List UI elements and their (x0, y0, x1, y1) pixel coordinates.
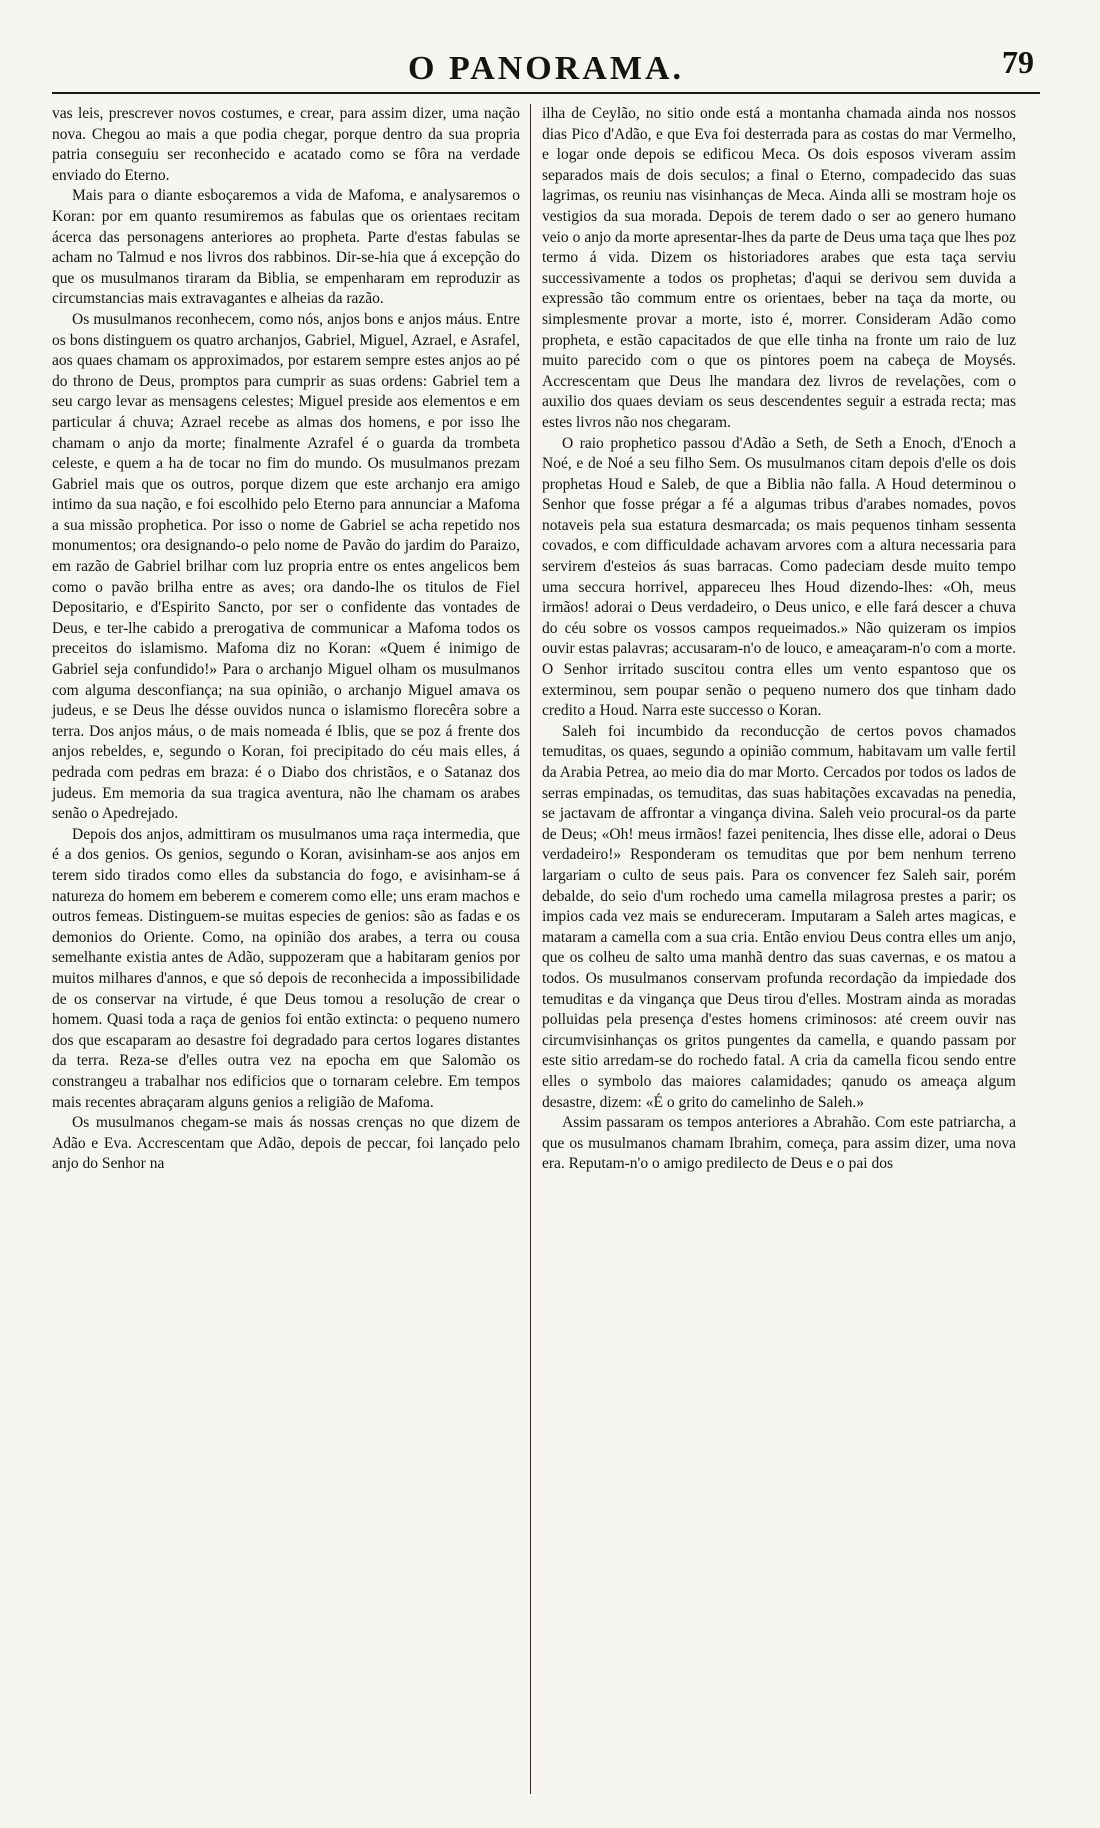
paragraph: vas leis, prescrever novos costumes, e crear, para assim dizer, uma nação nova. Chegou ao mais a que podia chegar, porque dentro da sua propria patria conseguiu ser reconhecido e acatado como se fôra na verdade enviado do Eterno. (52, 105, 520, 184)
paragraph: ilha de Ceylão, no sitio onde está a montanha chamada ainda nos nossos dias Pico d'Adão, e que Eva foi desterrada para as costas do mar Vermelho, e logar onde depois se edificou Meca. Os dois esposos viveram assim separados mais de dois seculos; a final o Eterno, compadecido das suas lagrimas, os reuniu nas visinhanças de Meca. Ainda alli se mostram hoje os vestigios da sua morada. Depois de terem dado o ser ao genero humano veio o anjo da morte apresentar-lhes da parte de Deus uma taça que lhes poz termo á vida. Dizem os historiadores arabes que esta taça serviu successivamente a todos os prophetas; d'aqui se derivou sem duvida a expressão tão commum entre os orientaes, beber na taça da morte, ou simplesmente provar a morte, isto é, morrer. Consideram Adão como propheta, e estão capacitados de que elle tinha na fronte um raio de luz muito parecido com o que os pintores poem na cabeça de Moysés. Accrescentam que Deus lhe mandara dez livros de revelações, com o auxilio dos quaes deviam os seus descendentes seguir a estrada recta; mas estes livros não nos chegaram. (542, 105, 1016, 431)
column-divider (530, 104, 531, 1794)
text-columns (52, 104, 1040, 1800)
paragraph: Assim passaram os tempos anteriores a Abrahão. Com este patriarcha, a que os musulmanos chamam Ibrahim, começa, para assim dizer, uma nova era. Reputam-n'o o amigo predilecto de Deus e o pai dos (542, 1114, 1016, 1173)
paragraph: Mais para o diante esboçaremos a vida de Mafoma, e analysaremos o Koran: por em quanto resumiremos as fabulas que os orientaes recitam ácerca das personagens anteriores ao propheta. Parte d'estas fabulas se acham no Talmud e nos livros dos rabbinos. Dir-se-hia que á excepção do que os musulmanos tiraram da Biblia, se empenharam em reproduzir as circumstancias mais extravagantes e alheias da razão. (52, 187, 520, 308)
publication-title: O PANORAMA. (408, 50, 684, 87)
page-number: 79 (1002, 44, 1034, 80)
right-column (542, 104, 1016, 1175)
paragraph: Saleh foi incumbido da reconducção de certos povos chamados temuditas, os quaes, segundo a opinião commum, habitavam um valle fertil da Arabia Petrea, ao meio dia do mar Morto. Cercados por todos os lados de serras empinadas, os temuditas, das suas habitações excavadas na penedia, se jactavam de affrontar a vingança divina. Saleh veio procural-os da parte de Deus; «Oh! meus irmãos! fazei penitencia, lhes disse elle, adorai o Deus verdadeiro!» Responderam os temuditas que por bem nenhum terreno largariam o culto de seus pais. Para os convencer fez Saleh sair, porém debalde, do seio d'um rochedo uma camella milagrosa prestes a parir; os impios cada vez mais se endureceram. Imputaram a Saleh artes magicas, e mataram a camella com a sua cria. Então enviou Deus contra elles um anjo, que os colheu de salto uma manhã dentro das suas cavernas, e os matou a todos. Os musulmanos conservam profunda recordação da impiedade dos temuditas e da vingança que Deus tirou d'elles. Mostram ainda as moradas polluidas pela presença d'estes homens criminosos: até creem ouvir nas circumvisinhanças os gritos pungentes da camella, e quando passam por este sitio arredam-se do rochedo fatal. A cria da camella ficou sendo entre elles o symbolo das maiores calamidades; qanudo os ameaça algum desastre, dizem: «É o grito do camelinho de Saleh.» (542, 722, 1016, 1111)
newspaper-page (52, 40, 1040, 1800)
paragraph: O raio prophetico passou d'Adão a Seth, de Seth a Enoch, d'Enoch a Noé, e de Noé a seu filho Sem. Os musulmanos citam depois d'elle os dois prophetas Houd e Saleb, de que a Biblia não falla. A Houd determinou o Senhor que fosse prégar a fé a algumas tribus d'arabes nomades, povos notaveis pela sua estatura desmarcada; os mais pequenos tinham sessenta covados, e com difficuldade achavam arvores com a altura necessaria para servirem d'esteios ás suas barracas. Como padeciam desde muito tempo uma seccura horrivel, appareceu lhes Houd dizendo-lhes: «Oh, meus irmãos! adorai o Deus verdadeiro, o Deus unico, e elle fará descer a chuva do céu sobre os vossos campos requeimados.» Não quizeram os impios ouvir estas palavras; accusaram-n'o de louco, e ameaçaram-n'o com a morte. O Senhor irritado suscitou contra elles um vento espantoso que os exterminou, sem poupar senão o pequeno numero dos que tinham dado credito a Houd. Narra este successo o Koran. (542, 434, 1016, 720)
left-column (52, 104, 520, 1175)
page-header (52, 40, 1040, 94)
paragraph: Os musulmanos chegam-se mais ás nossas crenças no que dizem de Adão e Eva. Accrescentam que Adão, depois de peccar, foi lançado pelo anjo do Senhor na (52, 1114, 520, 1173)
paragraph: Os musulmanos reconhecem, como nós, anjos bons e anjos máus. Entre os bons distinguem os quatro archanjos, Gabriel, Miguel, Azrael, e Asrafel, aos quaes chamam os approximados, por estarem sempre estes anjos ao pé do throno de Deus, promptos para cumprir as suas ordens: Gabriel tem a seu cargo levar as mensagens celestes; Miguel preside aos elementos e em particular á chuva; Azrael recebe as almas dos homens, e por isso lhe chamam o anjo da morte; finalmente Azrafel é o guarda da trombeta celeste, e quem a ha de tocar no fim do mundo. Os musulmanos prezam Gabriel mais que os outros, porque dizem que este archanjo era amigo intimo da sua nação, e foi escolhido pelo Eterno para annunciar a Mafoma a sua missão prophetica. Por isso o nome de Gabriel se acha repetido nos monumentos; ora designando-o pelo nome de Pavão do jardim do Paraizo, em razão de Gabriel brilhar com luz propria entre os entes angelicos bem como o pavão brilha entre as aves; ora dando-lhe os titulos de Fiel Depositario, e d'Espirito Sancto, por ser o confidente das vontades de Deus, e ter-lhe cabido a prerogativa de communicar a Mafoma todos os preceitos do islamismo. Mafoma diz no Koran: «Quem é inimigo de Gabriel seja confundido!» Para o archanjo Miguel olham os musulmanos com alguma desconfiança; na sua opinião, o archanjo Miguel amava os judeus, e se Deus lhe désse ouvidos nunca o islamismo florecêra sobre a terra. Dos anjos máus, o de mais nomeada é Iblis, que se poz á frente dos anjos rebeldes, e, segundo o Koran, foi precipitado do céu mais elles, á pedrada com pedras em braza: é o Diabo dos christãos, e o Satanaz dos judeus. Em memoria da sua tragica aventura, não lhe chamam os arabes senão o Apedrejado. (52, 310, 520, 823)
paragraph: Depois dos anjos, admittiram os musulmanos uma raça intermedia, que é a dos genios. Os genios, segundo o Koran, avisinham-se aos anjos em terem sido tirados como elles da substancia do fogo, e avisinham-se á natureza do homem em beberem e comerem como elle; uns eram machos e outros femeas. Distinguem-se muitas especies de genios: são as fadas e os demonios do Oriente. Como, na opinião dos arabes, a terra ou cousa semelhante existia antes de Adão, suppozeram que a habitaram genios por muitos milhares d'annos, e que só depois de reconhecida a impossibilidade de os conservar na virtude, é que Deus tomou a resolução de crear o homem. Quasi toda a raça de genios foi então extincta: o pequeno numero dos que escaparam ao desastre foi degradado para certos logares distantes da terra. Reza-se d'elles outra vez na epocha em que Salomão os constrangeu a trabalhar nos edificios que o tornaram celebre. Em tempos mais recentes abraçaram alguns genios a religião de Mafoma. (52, 825, 520, 1111)
